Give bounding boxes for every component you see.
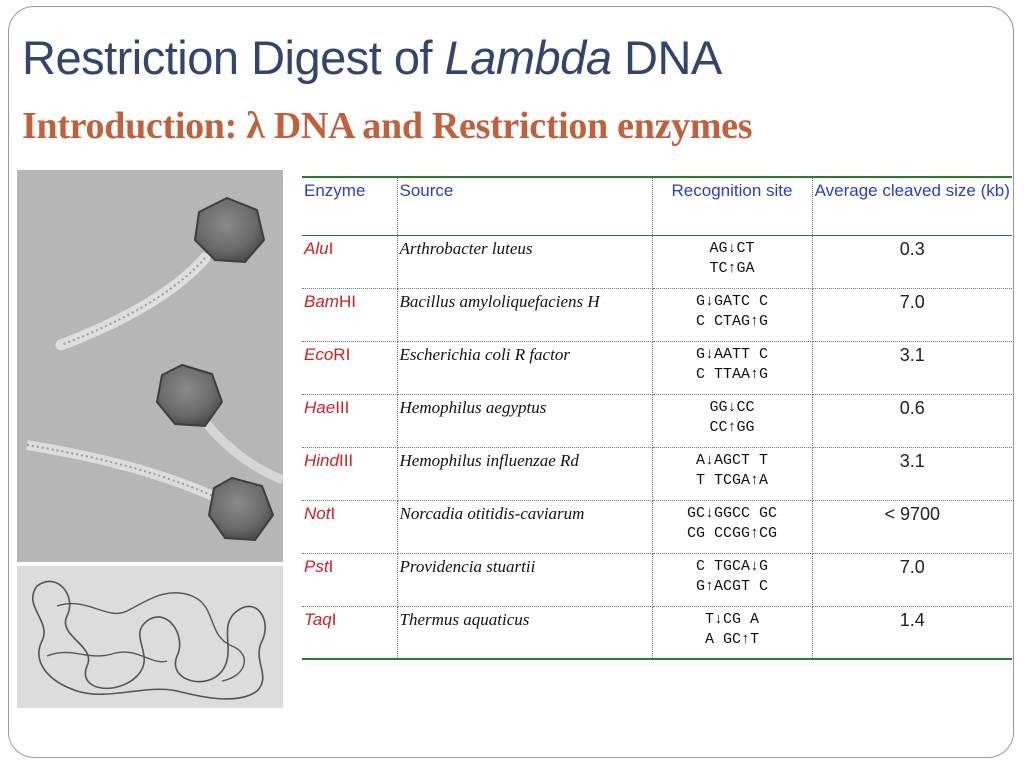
lambda-symbol: λ	[246, 105, 265, 147]
table-header-row	[302, 177, 1012, 235]
phage-micrograph-image	[17, 170, 283, 562]
enzyme-name-italic: Bam	[304, 291, 339, 311]
table-row	[302, 606, 1012, 659]
site-bottom-strand: G↑ACGT C	[695, 577, 768, 595]
recognition-site-cell	[652, 553, 812, 606]
header-average-size: Average cleaved size (kb)	[812, 177, 1012, 235]
recognition-site-cell	[652, 288, 812, 341]
enzyme-cell	[302, 606, 397, 659]
site-bottom-strand: C CTAG↑G	[695, 312, 768, 330]
title-end: DNA	[624, 31, 722, 84]
enzyme-name-suffix: I	[331, 609, 337, 629]
enzyme-name-italic: Hae	[304, 397, 336, 417]
source-cell: Escherichia coli R factor	[397, 341, 652, 394]
enzyme-cell	[302, 288, 397, 341]
site-bottom-strand: A GC↑T	[704, 630, 759, 648]
table-row	[302, 341, 1012, 394]
site-top-strand: GG↓CC	[709, 398, 755, 416]
dna-micrograph-image	[17, 566, 283, 708]
site-top-strand: AG↓CT	[709, 239, 755, 257]
site-top-strand: G↓GATC C	[695, 292, 768, 310]
title-italic: Lambda	[444, 31, 612, 84]
header-recognition-site: Recognition site	[652, 177, 812, 235]
table-row	[302, 235, 1012, 288]
cleaved-size-cell: 3.1	[812, 341, 1012, 394]
table-row	[302, 553, 1012, 606]
title-main: Restriction Digest of	[22, 31, 433, 84]
phage-micrograph-graphic	[17, 170, 283, 562]
cleaved-size-cell: < 9700	[812, 500, 1012, 553]
cleaved-size-cell: 7.0	[812, 553, 1012, 606]
cleaved-size-cell: 3.1	[812, 447, 1012, 500]
source-cell: Norcadia otitidis-caviarum	[397, 500, 652, 553]
enzyme-cell	[302, 553, 397, 606]
source-cell: Providencia stuartii	[397, 553, 652, 606]
table-row	[302, 394, 1012, 447]
site-bottom-strand: C TTAA↑G	[695, 365, 768, 383]
enzyme-name-suffix: RI	[333, 344, 351, 364]
table-row	[302, 447, 1012, 500]
recognition-site-cell	[652, 341, 812, 394]
recognition-site-cell	[652, 447, 812, 500]
enzyme-cell	[302, 500, 397, 553]
source-cell: Hemophilus aegyptus	[397, 394, 652, 447]
enzyme-cell	[302, 341, 397, 394]
cleaved-size-cell: 7.0	[812, 288, 1012, 341]
enzyme-name-italic: Taq	[304, 609, 332, 629]
slide-title	[22, 30, 722, 85]
site-bottom-strand: TC↑GA	[709, 259, 755, 277]
enzyme-name-suffix: I	[328, 556, 334, 576]
enzyme-name-italic: Eco	[304, 344, 334, 364]
enzyme-name-suffix: III	[335, 397, 350, 417]
site-bottom-strand: CC↑GG	[709, 418, 755, 436]
site-bottom-strand: CG CCGG↑CG	[686, 524, 777, 542]
enzyme-cell	[302, 235, 397, 288]
enzyme-name-italic: Pst	[304, 556, 329, 576]
recognition-site-cell	[652, 235, 812, 288]
restriction-enzyme-table	[302, 176, 1012, 660]
site-top-strand: C TGCA↓G	[695, 557, 768, 575]
site-top-strand: GC↓GGCC GC	[686, 504, 777, 522]
enzyme-name-suffix: HI	[338, 291, 356, 311]
source-cell: Arthrobacter luteus	[397, 235, 652, 288]
enzyme-cell	[302, 394, 397, 447]
table-row	[302, 500, 1012, 553]
enzyme-name-suffix: I	[330, 503, 336, 523]
site-top-strand: A↓AGCT T	[695, 451, 768, 469]
subtitle-end: DNA and Restriction enzymes	[264, 105, 753, 147]
recognition-site-cell	[652, 500, 812, 553]
subtitle-main: Introduction:	[22, 105, 247, 147]
header-enzyme: Enzyme	[302, 177, 397, 235]
site-top-strand: G↓AATT C	[695, 345, 768, 363]
site-top-strand: T↓CG A	[704, 610, 759, 628]
header-source: Source	[397, 177, 652, 235]
enzyme-name-suffix: I	[328, 238, 334, 258]
recognition-site-cell	[652, 394, 812, 447]
enzyme-name-italic: Not	[304, 503, 331, 523]
source-cell: Hemophilus influenzae Rd	[397, 447, 652, 500]
enzyme-cell	[302, 447, 397, 500]
enzyme-name-italic: Alu	[304, 238, 329, 258]
source-cell: Bacillus amyloliquefaciens H	[397, 288, 652, 341]
cleaved-size-cell: 0.3	[812, 235, 1012, 288]
table-row	[302, 288, 1012, 341]
slide-subtitle	[22, 104, 752, 148]
cleaved-size-cell: 0.6	[812, 394, 1012, 447]
cleaved-size-cell: 1.4	[812, 606, 1012, 659]
enzyme-name-italic: Hind	[304, 450, 339, 470]
recognition-site-cell	[652, 606, 812, 659]
source-cell: Thermus aquaticus	[397, 606, 652, 659]
dna-micrograph-graphic	[17, 566, 283, 708]
enzyme-name-suffix: III	[338, 450, 354, 470]
site-bottom-strand: T TCGA↑A	[695, 471, 768, 489]
